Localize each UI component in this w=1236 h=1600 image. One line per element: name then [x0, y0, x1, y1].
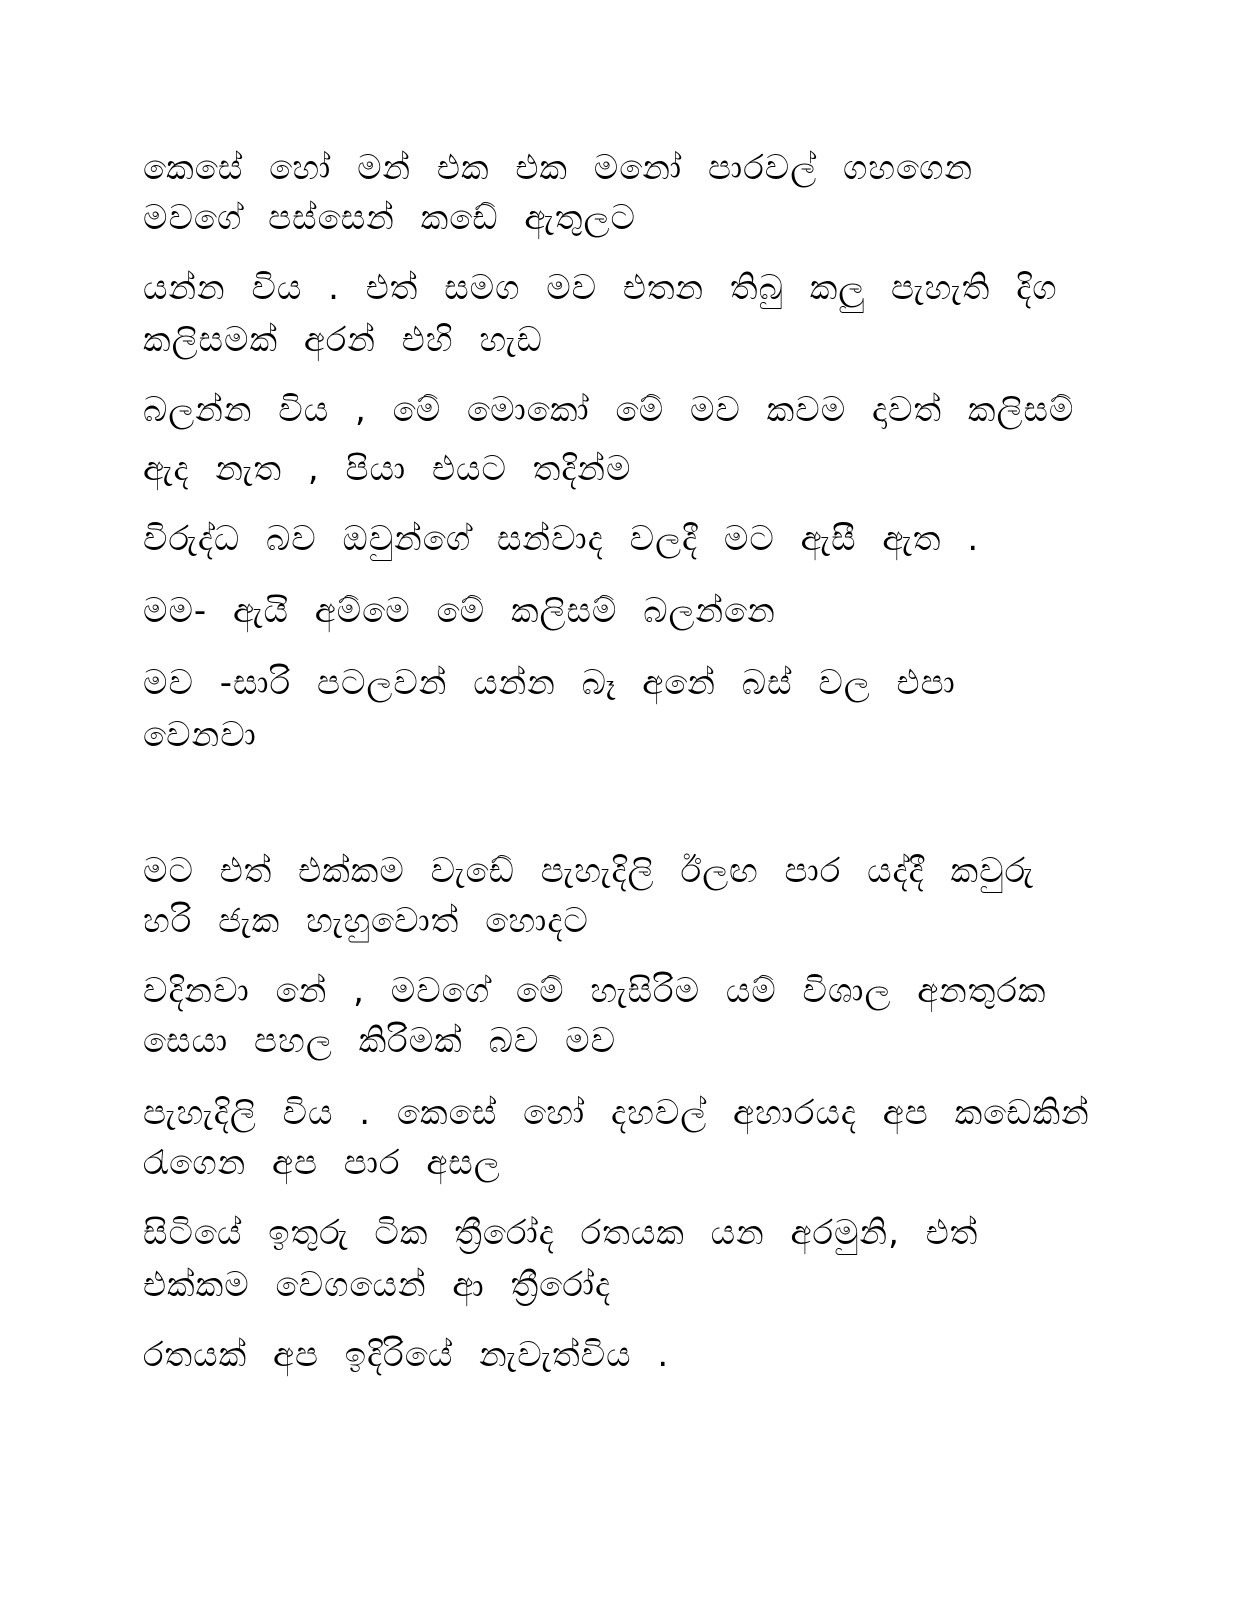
text-line-11: මට එත් එක්කම වැඩේ පැහැදිලි ඊලඟ පාර යද්දී කවුරු	[143, 851, 1035, 891]
text-line-5: බලන්න විය , මේ මොකෝ මේ මව කවම දාවත් කලිසම්	[143, 390, 1075, 430]
text-line-17: සිටියේ ඉතුරු ටික ත්‍රීරෝද රතයක යන අරමුනි, එත්	[143, 1213, 979, 1253]
text-line-3: යන්න විය . එත් සමග මව එතන තිබු කලු පැහැති දිග	[143, 268, 1058, 308]
text-line-19: රතයක් අප ඉදිරියේ නැවැත්විය .	[143, 1335, 670, 1375]
text-line-12: හරි ජැක හැහුවොත් හොදට	[143, 901, 589, 941]
text-line-2: මවගේ පස්සෙන් කඩේ ඇතුලට	[143, 198, 636, 238]
text-line-18: එක්කම වෙගයෙන් ආ ත්‍රීරෝද	[143, 1265, 612, 1305]
text-line-15: පැහැදිලි විය . කෙසේ හෝ දහවල් අහාරයද අප කඩෙකින්	[143, 1093, 1090, 1133]
text-line-4: කලිසමක් අරන් එහි හැඩ	[143, 320, 543, 360]
text-line-6: ඇද නැත , පියා එයට තදින්ම	[143, 449, 632, 489]
text-line-9: මව -සාරි පටලවන් යන්න බෑ අනේ බස් වල එපා	[143, 663, 956, 703]
text-line-16: රැගෙන අප පාර අසල	[143, 1143, 501, 1183]
text-line-13: වදිනවා නේ , මවගේ මේ හැසිරිම යම් විශාල අනතුරක	[143, 971, 1047, 1011]
text-line-10: වෙනවා	[143, 715, 257, 755]
text-line-1: කෙසේ හෝ මන් එක එක මනෝ පාරවල් ගහගෙන	[143, 148, 974, 188]
text-line-7: විරුද්ධ බව ඔවුන්ගේ සන්වාද වලදී මට ඇසී ඇත .	[143, 519, 980, 559]
text-line-14: සෙයා පහල කිරිමක් බව මව	[143, 1021, 617, 1061]
text-line-8: මම- ඇයි අම්මෙ මේ කලිසම් බලන්නෙ	[143, 591, 776, 631]
